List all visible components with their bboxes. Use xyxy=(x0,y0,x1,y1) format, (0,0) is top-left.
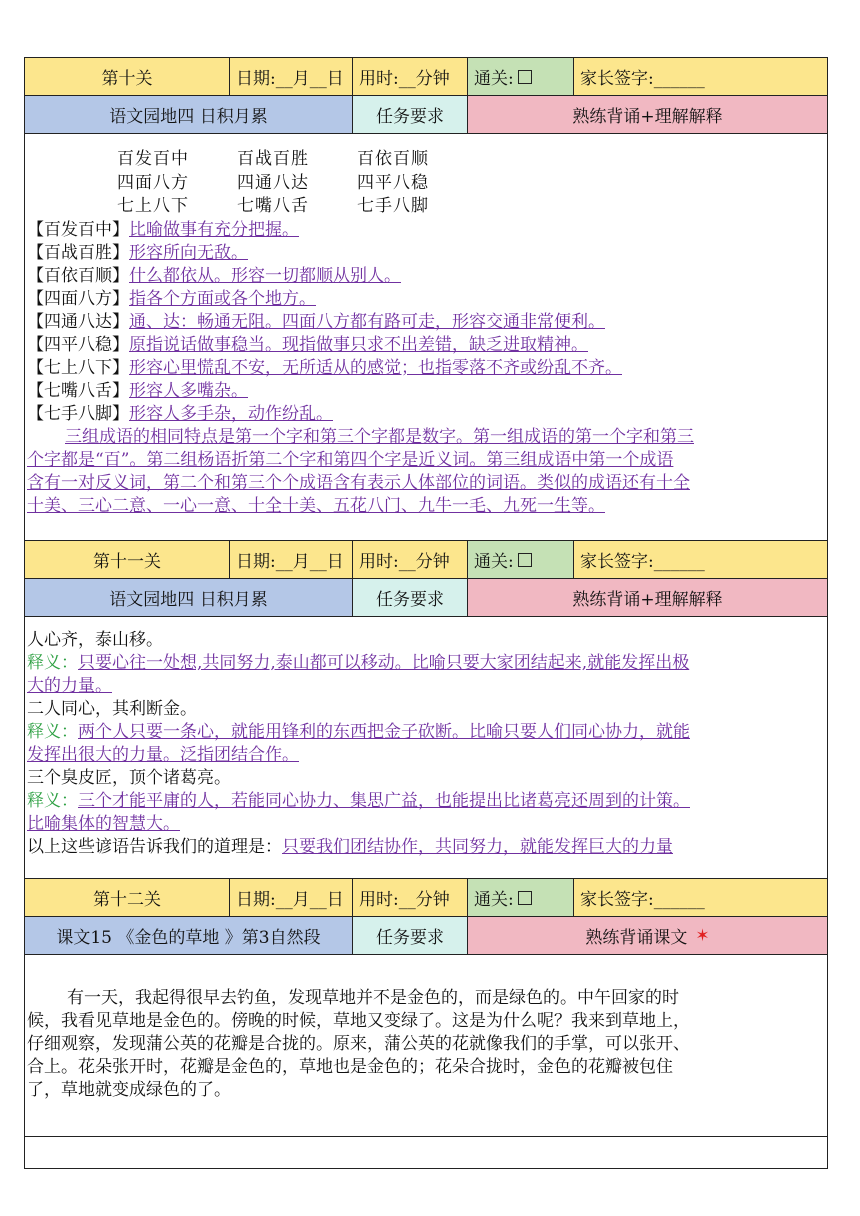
explanation-item: 【四平八稳】原指说话做事稳当。现指做事只求不出差错，缺乏进取精神。 xyxy=(27,334,588,355)
parent-signature-field[interactable]: 家长签字:______ xyxy=(574,879,827,916)
level-title: 第十关 xyxy=(25,58,230,95)
date-field[interactable]: 日期:__月__日 xyxy=(230,58,353,95)
pass-checkbox[interactable] xyxy=(518,70,532,84)
level-12-task-row xyxy=(25,917,827,955)
explanation-item: 【四通八达】通、达：畅通无阻。四面八方都有路可走，形容交通非常便利。 xyxy=(27,311,605,332)
blank-row xyxy=(25,1137,827,1168)
summary-line: 含有一对反义词，第二个和第三个个成语含有表示人体部位的词语。类似的成语还有十全 xyxy=(27,472,690,493)
task-topic: 语文园地四 日积月累 xyxy=(25,579,353,616)
explanation-item: 【四面八方】指各个方面或各个地方。 xyxy=(27,288,316,309)
task-requirement: 熟练背诵+理解解释 xyxy=(468,96,827,133)
pass-label: 通关: xyxy=(474,890,514,910)
star-icon: ✶ xyxy=(695,925,710,946)
idiom: 七手八脚 xyxy=(357,196,429,216)
level-10-content xyxy=(25,134,827,541)
explanation-list xyxy=(25,219,827,426)
idiom: 百依百顺 xyxy=(357,149,429,169)
date-field[interactable]: 日期:__月__日 xyxy=(230,541,353,578)
pass-field xyxy=(468,58,574,95)
explanation-item: 【七嘴八舌】形容人多嘴杂。 xyxy=(27,380,248,401)
passage-line: 了，草地就变成绿色的了。 xyxy=(27,1080,231,1100)
pass-label: 通关: xyxy=(474,552,514,572)
idiom: 四面八方 xyxy=(117,172,189,193)
task-topic: 语文园地四 日积月累 xyxy=(25,96,353,133)
level-11-header xyxy=(25,541,827,579)
proverb-meaning: 释义：三个才能平庸的人，若能同心协力、集思广益，也能提出比诸葛亮还周到的计策。 xyxy=(27,791,690,811)
proverb-meaning-cont: 发挥出很大的力量。泛指团结合作。 xyxy=(27,745,299,765)
level-12-header xyxy=(25,879,827,917)
proverb: 三个臭皮匠，顶个诸葛亮。 xyxy=(27,768,231,788)
passage-line: 合上。花朵张开时，花瓣是金色的，草地也是金色的；花朵合拢时，金色的花瓣被包住 xyxy=(27,1057,673,1077)
level-11-content xyxy=(25,617,827,879)
proverb: 二人同心，其利断金。 xyxy=(27,699,197,719)
proverb-meaning-cont: 大的力量。 xyxy=(27,676,112,696)
level-title: 第十一关 xyxy=(25,541,230,578)
pass-field xyxy=(468,879,574,916)
level-10-task-row xyxy=(25,96,827,134)
idiom: 四平八稳 xyxy=(357,172,429,193)
idiom: 百战百胜 xyxy=(237,149,309,169)
time-field[interactable]: 用时:__分钟 xyxy=(353,58,468,95)
time-field[interactable]: 用时:__分钟 xyxy=(353,541,468,578)
idiom: 七上八下 xyxy=(117,196,189,216)
idiom: 百发百中 xyxy=(117,149,189,169)
lesson-line: 以上这些谚语告诉我们的道理是：只要我们团结协作，共同努力，就能发挥巨大的力量 xyxy=(27,837,673,857)
pass-label: 通关: xyxy=(474,69,514,89)
explanation-item: 【百发百中】比喻做事有充分把握。 xyxy=(27,219,299,240)
level-title: 第十二关 xyxy=(25,879,230,916)
parent-signature-field[interactable]: 家长签字:______ xyxy=(574,541,827,578)
passage-line: 候，我看见草地是金色的。傍晚的时候，草地又变绿了。这是为什么呢？我来到草地上， xyxy=(27,1011,690,1031)
summary-line: 三组成语的相同特点是第一个字和第三个字都是数字。第一组成语的第一个字和第三 xyxy=(65,426,694,447)
pass-checkbox[interactable] xyxy=(518,891,532,905)
passage-line: 仔细观察，发现蒲公英的花瓣是合拢的。原来，蒲公英的花就像我们的手掌，可以张开、 xyxy=(27,1034,690,1054)
proverb-meaning-cont: 比喻集体的智慧大。 xyxy=(27,814,180,834)
task-label: 任务要求 xyxy=(353,917,468,954)
time-field[interactable]: 用时:__分钟 xyxy=(353,879,468,916)
proverb-meaning: 释义：只要心往一处想,共同努力,泰山都可以移动。比喻只要大家团结起来,就能发挥出极 xyxy=(27,653,690,673)
passage-line: 有一天，我起得很早去钓鱼，发现草地并不是金色的，而是绿色的。中午回家的时 xyxy=(67,988,679,1008)
task-requirement: 熟练背诵+理解解释 xyxy=(468,579,827,616)
proverb: 人心齐，泰山移。 xyxy=(27,630,163,650)
idiom: 七嘴八舌 xyxy=(237,196,309,216)
parent-signature-field[interactable]: 家长签字:______ xyxy=(574,58,827,95)
summary xyxy=(25,426,827,518)
summary-line: 个字都是“百”。第二组杨语折第二个字和第四个字是近义词。第三组成语中第一个成语 xyxy=(27,449,674,470)
pass-checkbox[interactable] xyxy=(518,553,532,567)
explanation-item: 【七上八下】形容心里慌乱不安，无所适从的感觉；也指零落不齐或纷乱不齐。 xyxy=(27,357,622,378)
idiom-grid xyxy=(25,134,827,219)
explanation-item: 【百依百顺】什么都依从。形容一切都顺从别人。 xyxy=(27,265,401,286)
date-field[interactable]: 日期:__月__日 xyxy=(230,879,353,916)
task-topic: 课文15 《金色的草地 》第3自然段 xyxy=(25,917,353,954)
proverb-meaning: 释义：两个人只要一条心，就能用锋利的东西把金子砍断。比喻只要人们同心协力，就能 xyxy=(27,722,690,742)
task-label: 任务要求 xyxy=(353,579,468,616)
level-10-header xyxy=(25,58,827,96)
explanation-item: 【七手八脚】形容人多手杂，动作纷乱。 xyxy=(27,403,333,424)
idiom: 四通八达 xyxy=(237,172,309,193)
task-requirement xyxy=(468,917,827,954)
level-12-content xyxy=(25,955,827,1137)
level-11-task-row xyxy=(25,579,827,617)
summary-line: 十美、三心二意、一心一意、十全十美、五花八门、九牛一毛、九死一生等。 xyxy=(27,495,605,516)
requirement-text: 熟练背诵课文 xyxy=(585,928,688,948)
explanation-item: 【百战百胜】形容所向无敌。 xyxy=(27,242,248,263)
task-label: 任务要求 xyxy=(353,96,468,133)
pass-field xyxy=(468,541,574,578)
worksheet xyxy=(24,57,828,1169)
